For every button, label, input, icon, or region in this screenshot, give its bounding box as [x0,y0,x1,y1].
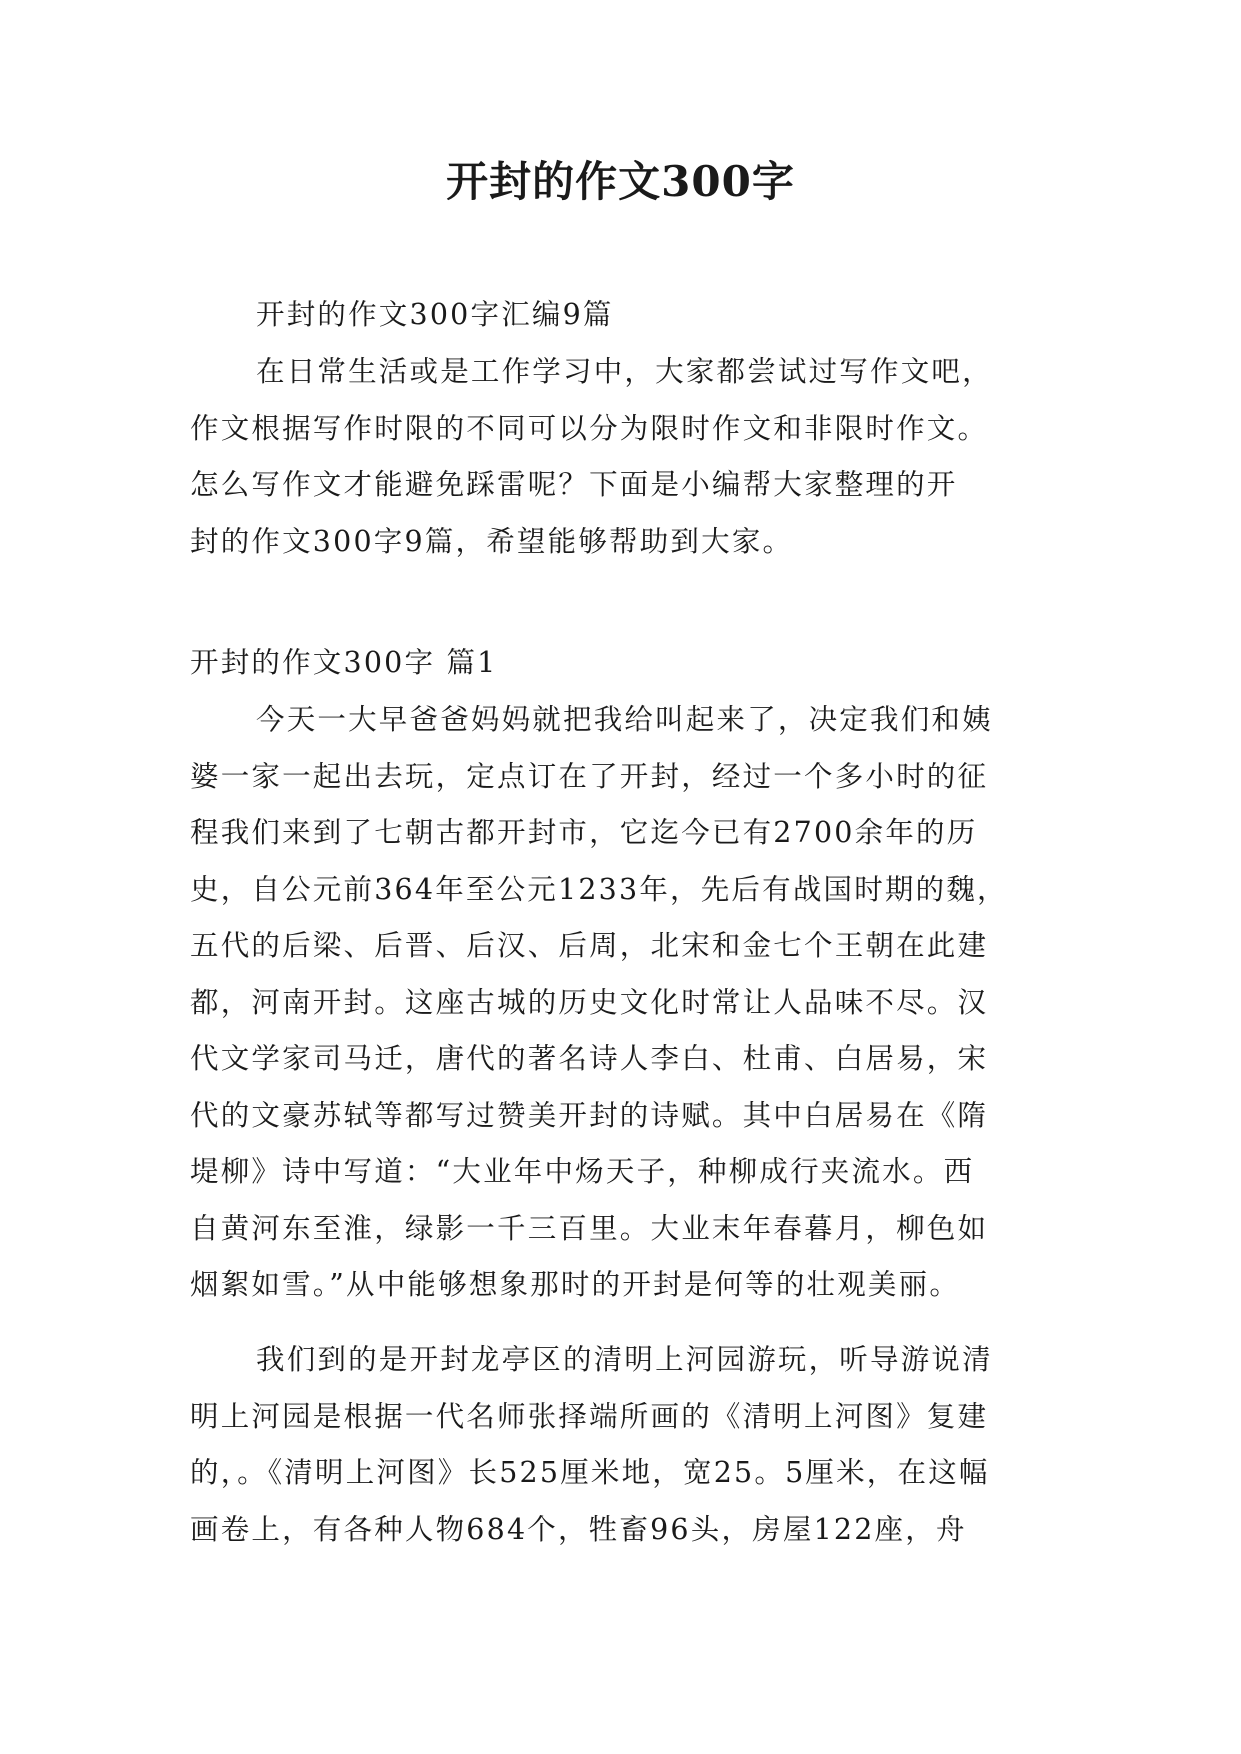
section-paragraph [190,1332,1070,1558]
paragraph-line: 画卷上，有各种人物684个，牲畜96头，房屋122座，舟 [190,1512,967,1546]
paragraph-line: 史，自公元前364年至公元1233年，先后有战国时期的魏， [190,872,1008,906]
document-title: 开封的作文300字 [446,157,795,206]
section-paragraph [190,692,1070,1314]
intro-line: 作文根据写作时限的不同可以分为限时作文和非限时作文。 [190,411,989,445]
intro-line: 封的作文300字9篇，希望能够帮助到大家。 [190,524,794,558]
paragraph-line: 代文学家司马迁，唐代的著名诗人李白、杜甫、白居易，宋 [190,1042,989,1075]
intro-line: 在日常生活或是工作学习中，大家都尝试过写作文吧， [256,355,993,388]
paragraph-line: 自黄河东至淮，绿影一千三百里。大业末年春暮月，柳色如 [190,1211,989,1245]
paragraph-line: 的，。《清明上河图》长525厘米地，宽25。5厘米，在这幅 [190,1456,990,1489]
paragraph-line: 都，河南开封。这座古城的历史文化时常让人品味不尽。汉 [190,985,989,1019]
paragraph-line: 五代的后梁、后晋、后汉、后周，北宋和金七个王朝在此建 [190,929,989,962]
paragraph-line: 烟絮如雪。”从中能够想象那时的开封是何等的壮观美丽。 [190,1268,961,1301]
intro-line: 怎么写作文才能避免踩雷呢？下面是小编帮大家整理的开 [190,468,958,501]
paragraph-line: 程我们来到了七朝古都开封市，它迄今已有2700余年的历 [190,816,978,849]
section-heading: 开封的作文300字 篇1 [190,646,498,679]
paragraph-line: 明上河园是根据一代名师张择端所画的《清明上河图》复建 [190,1399,989,1433]
paragraph-line: 堤柳》诗中写道：“大业年中炀天子，种柳成行夹流水。西 [190,1155,975,1188]
paragraph-line: 代的文豪苏轼等都写过赞美开封的诗赋。其中白居易在《隋 [190,1098,989,1132]
intro-paragraph [190,344,1070,570]
paragraph-line: 我们到的是开封龙亭区的清明上河园游玩，听导游说清 [256,1343,993,1376]
document-subtitle: 开封的作文300字汇编9篇 [256,298,614,331]
paragraph-line: 婆一家一起出去玩，定点订在了开封，经过一个多小时的征 [190,759,989,793]
paragraph-line: 今天一大早爸爸妈妈就把我给叫起来了，决定我们和姨 [256,703,993,736]
